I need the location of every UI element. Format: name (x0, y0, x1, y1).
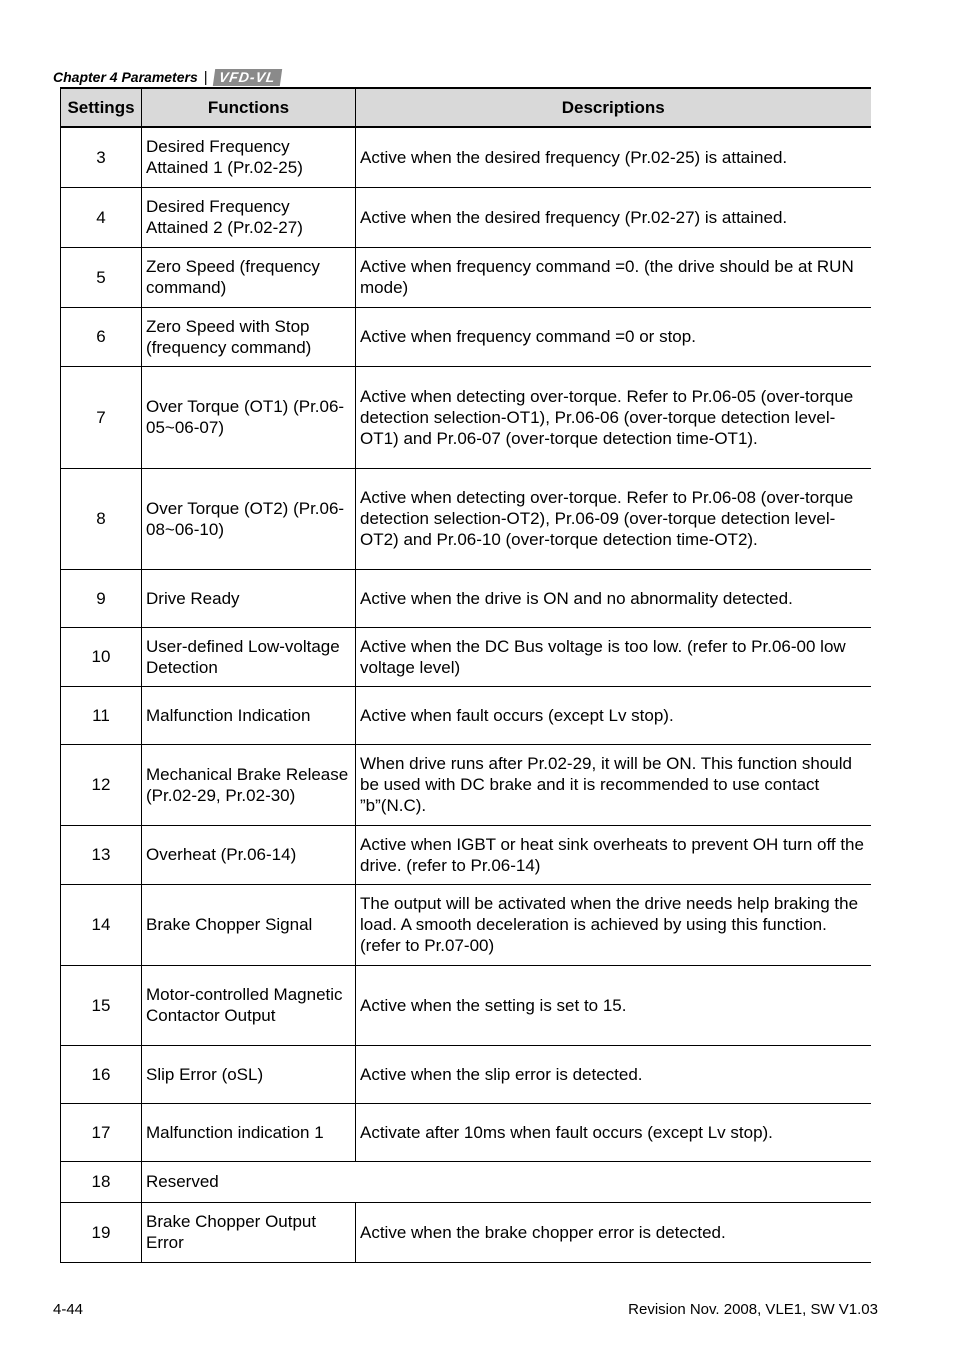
setting-cell: 3 (61, 127, 142, 187)
setting-cell: 5 (61, 247, 142, 307)
description-cell: Active when the DC Bus voltage is too low. (refer to Pr.06-00 low voltage level) (356, 627, 871, 686)
column-header-descriptions: Descriptions (356, 88, 871, 127)
description-cell: Active when frequency command =0. (the drive should be at RUN mode) (356, 247, 871, 307)
function-cell: Drive Ready (142, 569, 356, 627)
setting-cell: 15 (61, 965, 142, 1045)
column-header-settings: Settings (61, 88, 142, 127)
description-cell: Active when the desired frequency (Pr.02-25) is attained. (356, 127, 871, 187)
table-row (61, 247, 871, 307)
setting-cell: 10 (61, 627, 142, 686)
function-cell: Slip Error (oSL) (142, 1045, 356, 1103)
table-row (61, 884, 871, 965)
setting-cell: 12 (61, 744, 142, 825)
setting-cell: 11 (61, 686, 142, 744)
description-cell: Activate after 10ms when fault occurs (except Lv stop). (356, 1103, 871, 1161)
table-row (61, 1161, 871, 1202)
table-row (61, 468, 871, 569)
function-cell: Brake Chopper Signal (142, 884, 356, 965)
setting-cell: 17 (61, 1103, 142, 1161)
function-cell: Overheat (Pr.06-14) (142, 825, 356, 884)
table-row (61, 686, 871, 744)
description-cell: The output will be activated when the drive needs help braking the load. A smooth deceleration is achieved by using this function. (refer to Pr.07-00) (356, 884, 871, 965)
setting-cell: 19 (61, 1202, 142, 1262)
table-row (61, 965, 871, 1045)
table-row (61, 569, 871, 627)
description-cell: Active when IGBT or heat sink overheats to prevent OH turn off the drive. (refer to Pr.06-14) (356, 825, 871, 884)
description-cell: Active when the desired frequency (Pr.02-27) is attained. (356, 187, 871, 247)
setting-cell: 4 (61, 187, 142, 247)
table-row (61, 366, 871, 468)
setting-cell: 16 (61, 1045, 142, 1103)
function-cell: Over Torque (OT2) (Pr.06-08~06-10) (142, 468, 356, 569)
description-cell: Active when detecting over-torque. Refer to Pr.06-08 (over-torque detection selection-OT2), Pr.06-09 (over-torque detection level-OT2) and Pr.06-10 (over-torque detection time-OT2). (356, 468, 871, 569)
table-row (61, 1202, 871, 1262)
header-separator: | (203, 68, 208, 86)
revision-info: Revision Nov. 2008, VLE1, SW V1.03 (628, 1301, 878, 1318)
function-cell: Motor-controlled Magnetic Contactor Output (142, 965, 356, 1045)
function-cell: Desired Frequency Attained 1 (Pr.02-25) (142, 127, 356, 187)
function-cell: Desired Frequency Attained 2 (Pr.02-27) (142, 187, 356, 247)
setting-cell: 13 (61, 825, 142, 884)
setting-cell: 9 (61, 569, 142, 627)
description-cell: Active when frequency command =0 or stop. (356, 307, 871, 366)
product-logo: VFD-VL (212, 69, 281, 86)
table-row (61, 307, 871, 366)
function-cell: Reserved (142, 1161, 871, 1202)
table-row (61, 744, 871, 825)
function-cell: Zero Speed with Stop (frequency command) (142, 307, 356, 366)
table-header-row (61, 88, 871, 127)
function-cell: Mechanical Brake Release (Pr.02-29, Pr.02-30) (142, 744, 356, 825)
table-row (61, 187, 871, 247)
description-cell: Active when the brake chopper error is detected. (356, 1202, 871, 1262)
description-cell: When drive runs after Pr.02-29, it will be ON. This function should be used with DC brake and it is recommended to use contact ”b”(N.C). (356, 744, 871, 825)
setting-cell: 7 (61, 366, 142, 468)
function-cell: Brake Chopper Output Error (142, 1202, 356, 1262)
function-cell: Malfunction indication 1 (142, 1103, 356, 1161)
page-header (53, 67, 280, 87)
description-cell: Active when the setting is set to 15. (356, 965, 871, 1045)
table-body (61, 127, 871, 1262)
table-row (61, 1045, 871, 1103)
description-cell: Active when fault occurs (except Lv stop). (356, 686, 871, 744)
setting-cell: 14 (61, 884, 142, 965)
function-cell: Over Torque (OT1) (Pr.06-05~06-07) (142, 366, 356, 468)
settings-table (60, 87, 871, 1263)
setting-cell: 8 (61, 468, 142, 569)
table-row (61, 825, 871, 884)
description-cell: Active when the slip error is detected. (356, 1045, 871, 1103)
description-cell: Active when detecting over-torque. Refer to Pr.06-05 (over-torque detection selection-OT1), Pr.06-06 (over-torque detection level-OT1) and Pr.06-07 (over-torque detection time-OT1). (356, 366, 871, 468)
description-cell: Active when the drive is ON and no abnormality detected. (356, 569, 871, 627)
column-header-functions: Functions (142, 88, 356, 127)
setting-cell: 18 (61, 1161, 142, 1202)
chapter-title: Chapter 4 Parameters (53, 69, 198, 85)
table-row (61, 127, 871, 187)
function-cell: Zero Speed (frequency command) (142, 247, 356, 307)
function-cell: Malfunction Indication (142, 686, 356, 744)
table-row (61, 627, 871, 686)
page-number: 4-44 (53, 1301, 84, 1318)
function-cell: User-defined Low-voltage Detection (142, 627, 356, 686)
table-row (61, 1103, 871, 1161)
setting-cell: 6 (61, 307, 142, 366)
